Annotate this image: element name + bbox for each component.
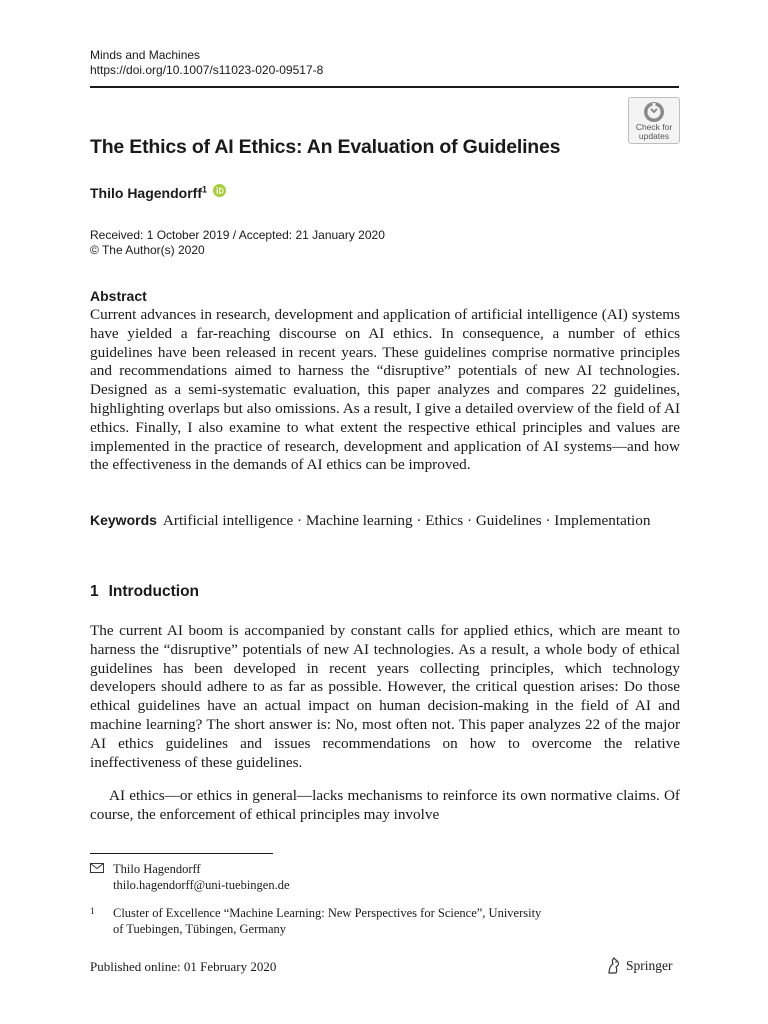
journal-header [90,48,323,78]
header-rule [90,86,679,88]
copyright: © The Author(s) 2020 [90,243,205,257]
author-affil-mark: 1 [202,184,208,195]
springer-horse-icon [606,957,622,975]
badge-line2: updates [638,131,670,141]
abstract-text: Current advances in research, development and application of artificial intelligence (AI) systems have yielded a far-reaching discourse on AI ethics. In consequence, a number of ethics guidelines have been released in recent years. These guidelines comprise normative principles and recommendations aimed to harness the “disruptive” potentials of new AI technologies. Designed as a semi-systematic evaluation, this paper analyzes and compares 22 guidelines, highlighting overlaps but also omissions. As a result, I give a detailed overview of the field of AI ethics. Finally, I also examine to what extent the respective ethical principles and values are implemented in the practice of research, development and application of AI systems—and how the effectiveness in the demands of AI ethics can be improved. [90,306,680,474]
article-dates [90,228,385,258]
keywords-label: Keywords [90,512,157,528]
footnote-rule [90,853,273,854]
orcid-icon[interactable] [213,184,226,197]
affil-line-1: Cluster of Excellence “Machine Learning: New Perspectives for Science”, University [113,906,542,920]
journal-name: Minds and Machines [90,48,201,62]
abstract-heading: Abstract [90,288,147,304]
footnote-affiliation [90,905,541,937]
intro-paragraph-2: AI ethics—or ethics in general—lacks mechanisms to reinforce its own normative claims. Of course, the enforcement of ethical principles may involve [90,787,680,823]
footnote-contact [90,861,290,893]
doi-link[interactable]: https://doi.org/10.1007/s11023-020-09517-8 [90,63,324,77]
published-online: Published online: 01 February 2020 [90,959,277,974]
publisher-logo [606,957,673,975]
section-heading-introduction [90,583,199,601]
badge-line1: Check for [635,122,673,132]
author-line [90,184,226,201]
contact-email[interactable]: thilo.hagendorff@uni-tuebingen.de [113,878,290,892]
keywords-list: Artificial intelligence · Machine learning · Ethics · Guidelines · Implementation [162,512,651,529]
section-number: 1 [90,583,99,600]
contact-name: Thilo Hagendorff [113,862,201,876]
article-title: The Ethics of AI Ethics: An Evaluation of Guidelines [90,136,561,158]
received-accepted: Received: 1 October 2019 / Accepted: 21 January 2020 [90,228,385,242]
affil-mark: 1 [90,906,95,916]
publisher-name: Springer [626,958,673,973]
keywords [90,511,680,531]
section-title: Introduction [108,583,200,600]
affil-line-2: of Tuebingen, Tübingen, Germany [113,922,287,936]
envelope-icon [90,863,104,873]
check-for-updates-badge[interactable] [628,97,680,144]
intro-paragraph-1: The current AI boom is accompanied by constant calls for applied ethics, which are meant to harness the “disruptive” potentials of new AI technologies. As a result, a whole body of ethical guidelines has been developed in recent years collecting principles, which technology developers should adhere to as far as possible. However, the critical question arises: Do those ethical guidelines have an actual impact on human decision-making in the field of AI and machine learning? The short answer is: No, most often not. This paper analyzes 22 of the major AI ethics guidelines and issues recommendations on how to overcome the relative ineffectiveness of these guidelines. [90,622,680,771]
check-for-updates-icon [643,101,665,123]
author-name[interactable]: Thilo Hagendorff [90,185,202,201]
